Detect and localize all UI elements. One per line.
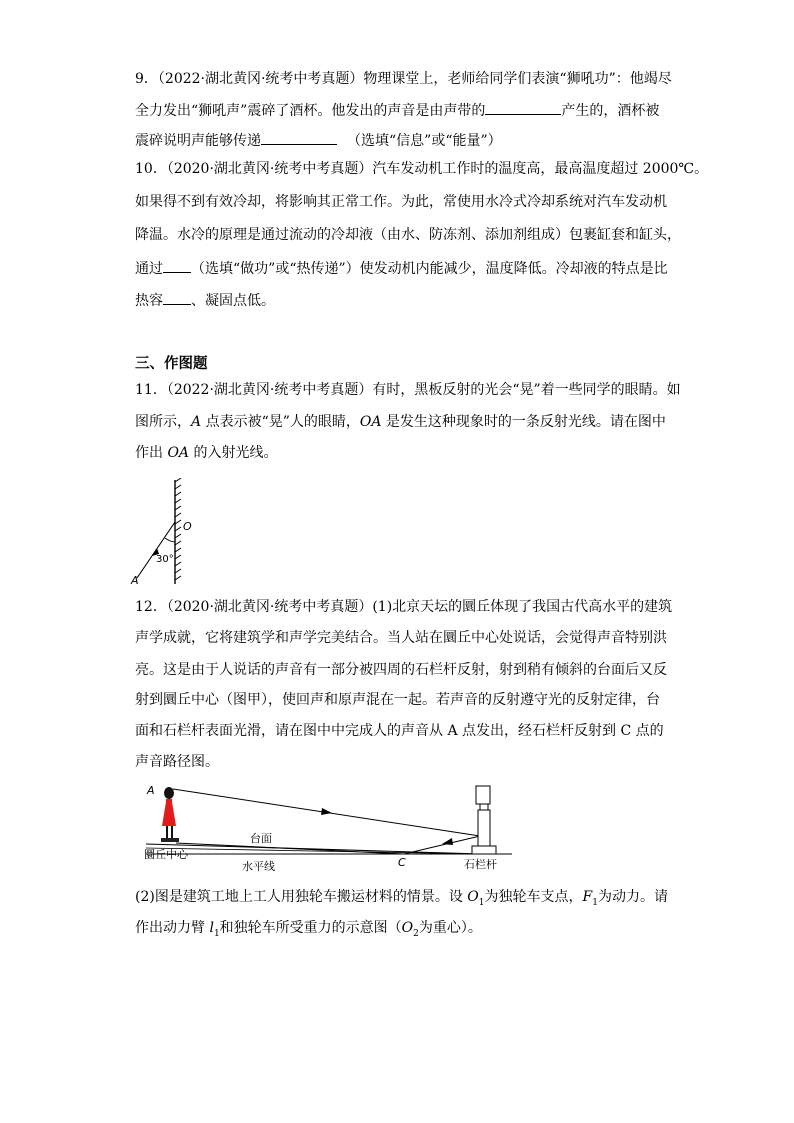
q10-line5	[135, 290, 275, 310]
stone-railing	[472, 786, 496, 854]
center-o2-subscript: 2	[413, 928, 419, 939]
q12-line2: 声学成就，它将建筑学和声学完美结合。当人站在圜丘中心处说话，会觉得声音特别洪	[135, 630, 667, 646]
angle-label: 30°	[156, 554, 174, 565]
q12-line6: 声音路径图。	[135, 754, 219, 770]
q12-line5: 面和石栏杆表面光滑，请在图中中完成人的声音从 A 点发出，经石栏杆反射到 C 点的	[135, 723, 664, 739]
point-o-label: O	[183, 520, 192, 533]
horizontal-label: 水平线	[242, 860, 275, 872]
q9-blank-2	[261, 130, 337, 145]
q10-line1: 10．（2020·湖北黄冈·统考中考真题）汽车发动机工作时的温度高，最高温度超过 2000℃。	[135, 161, 709, 177]
q11-line2	[135, 413, 666, 431]
point-a-label: A	[147, 784, 155, 797]
q11-line3-text-b: 的入射光线。	[189, 445, 278, 461]
q12-p2-text-a: (2)图是建筑工地上工人用独轮车搬运材料的情景。设	[135, 889, 468, 905]
arm-l1-subscript: 1	[213, 928, 220, 939]
point-c-label: C	[398, 856, 406, 869]
q11-line1: 11．（2022·湖北黄冈·统考中考真题）有时，黑板反射的光会“晃”着一些同学的眼睛。如	[135, 382, 681, 398]
q11-line3-text-a: 作出	[135, 445, 168, 461]
platform-label: 台面	[250, 832, 272, 845]
q9-line1: 9．（2022·湖北黄冈·统考中考真题）物理课堂上，老师给同学们表演“狮吼功”：他竭尽	[135, 71, 672, 87]
railing-label: 石栏杆	[464, 858, 497, 871]
q11-point-a: A	[191, 414, 202, 430]
q9-line2-text-a: 全力发出“狮吼声”震碎了酒杯。他发出的声音是由声带的	[135, 103, 486, 119]
q9-line3-text-a: 震碎说明声能够传递	[135, 133, 261, 149]
q11-ray-oa-2: OA	[167, 445, 190, 461]
q12-part2-line1	[135, 888, 668, 912]
person-head	[164, 787, 174, 799]
q11-line3	[135, 444, 278, 462]
arm-l1-symbol: l	[209, 920, 214, 936]
q10-line3: 降温。水冷的原理是通过流动的冷却液（由水、防冻剂、添加剂组成）包裹缸套和缸头，	[135, 227, 681, 243]
q9-line3-text-b: （选填“信息”或“能量”）	[347, 133, 502, 149]
q12-part2-line2	[135, 919, 482, 943]
pivot-o1-symbol: O	[467, 889, 479, 905]
ray-c-to-center	[176, 843, 404, 854]
q10-blank-1	[163, 258, 191, 273]
q11-mirror-figure	[128, 478, 198, 588]
q12-p2-text-b: 为独轮车支点，	[484, 889, 583, 905]
q12-line3: 亮。这是由于人说话的声音有一部分被四周的石栏杆反射，射到稍有倾斜的台面后又反	[135, 662, 667, 678]
person-dress	[162, 802, 176, 826]
q10-blank-2	[163, 290, 191, 305]
ray-arrow-2	[442, 838, 453, 845]
q10-line4	[135, 258, 668, 278]
q12-echo-figure	[142, 780, 532, 872]
center-o2-symbol: O	[401, 920, 414, 936]
center-label: 圜丘中心	[144, 848, 188, 861]
q10-line4-text-a: 通过	[135, 261, 163, 277]
q9-line2	[135, 100, 659, 120]
q12-p2-text-f: 为重心）。	[418, 920, 482, 936]
q11-ray-oa: OA	[359, 414, 382, 430]
point-a-label: A	[131, 574, 139, 587]
q11-line2-text-b: 点表示被“晃”人的眼睛，	[201, 414, 360, 430]
q12-line4: 射到圜丘中心（图甲），使回声和原声混在一起。若声音的反射遵守光的反射定律，台	[135, 692, 660, 708]
q9-line3	[135, 130, 502, 150]
force-f1-subscript: 1	[592, 897, 598, 908]
ray-railing-to-c	[404, 836, 480, 854]
q12-line1: 12．（2020·湖北黄冈·统考中考真题）(1)北京天坛的圜丘体现了我国古代高水平的建筑	[135, 599, 673, 615]
q9-line2-text-b: 产生的，酒杯被	[561, 103, 660, 119]
q10-line5-text-a: 热容	[135, 293, 163, 309]
q11-line2-text-c: 是发生这种现象时的一条反射光线。请在图中	[381, 414, 666, 430]
section-heading: 三、作图题	[135, 355, 208, 372]
q11-line2-text-a: 图所示，	[135, 414, 191, 430]
person-base	[161, 838, 179, 842]
force-f1-symbol: F	[582, 889, 593, 905]
person-figure	[161, 787, 179, 842]
q12-p2-text-e: 和独轮车所受重力的示意图（	[219, 920, 402, 936]
q9-blank-1	[485, 100, 561, 115]
q10-line2: 如果得不到有效冷却，将影响其正常工作。为此，常使用水冷式冷却系统对汽车发动机	[135, 194, 667, 210]
q10-line5-text-b: 、凝固点低。	[191, 293, 275, 309]
q12-p2-text-d: 作出动力臂	[135, 920, 210, 936]
angle-arc	[165, 538, 175, 542]
pivot-o1-subscript: 1	[478, 897, 485, 908]
ray-arrow-1	[321, 808, 332, 815]
q12-p2-text-c: 为动力。请	[597, 889, 668, 905]
mirror-hatching	[175, 478, 181, 580]
q10-line4-text-b: （选填“做功”或“热传递”）使发动机内能减少，温度降低。冷却液的特点是比	[191, 261, 668, 277]
